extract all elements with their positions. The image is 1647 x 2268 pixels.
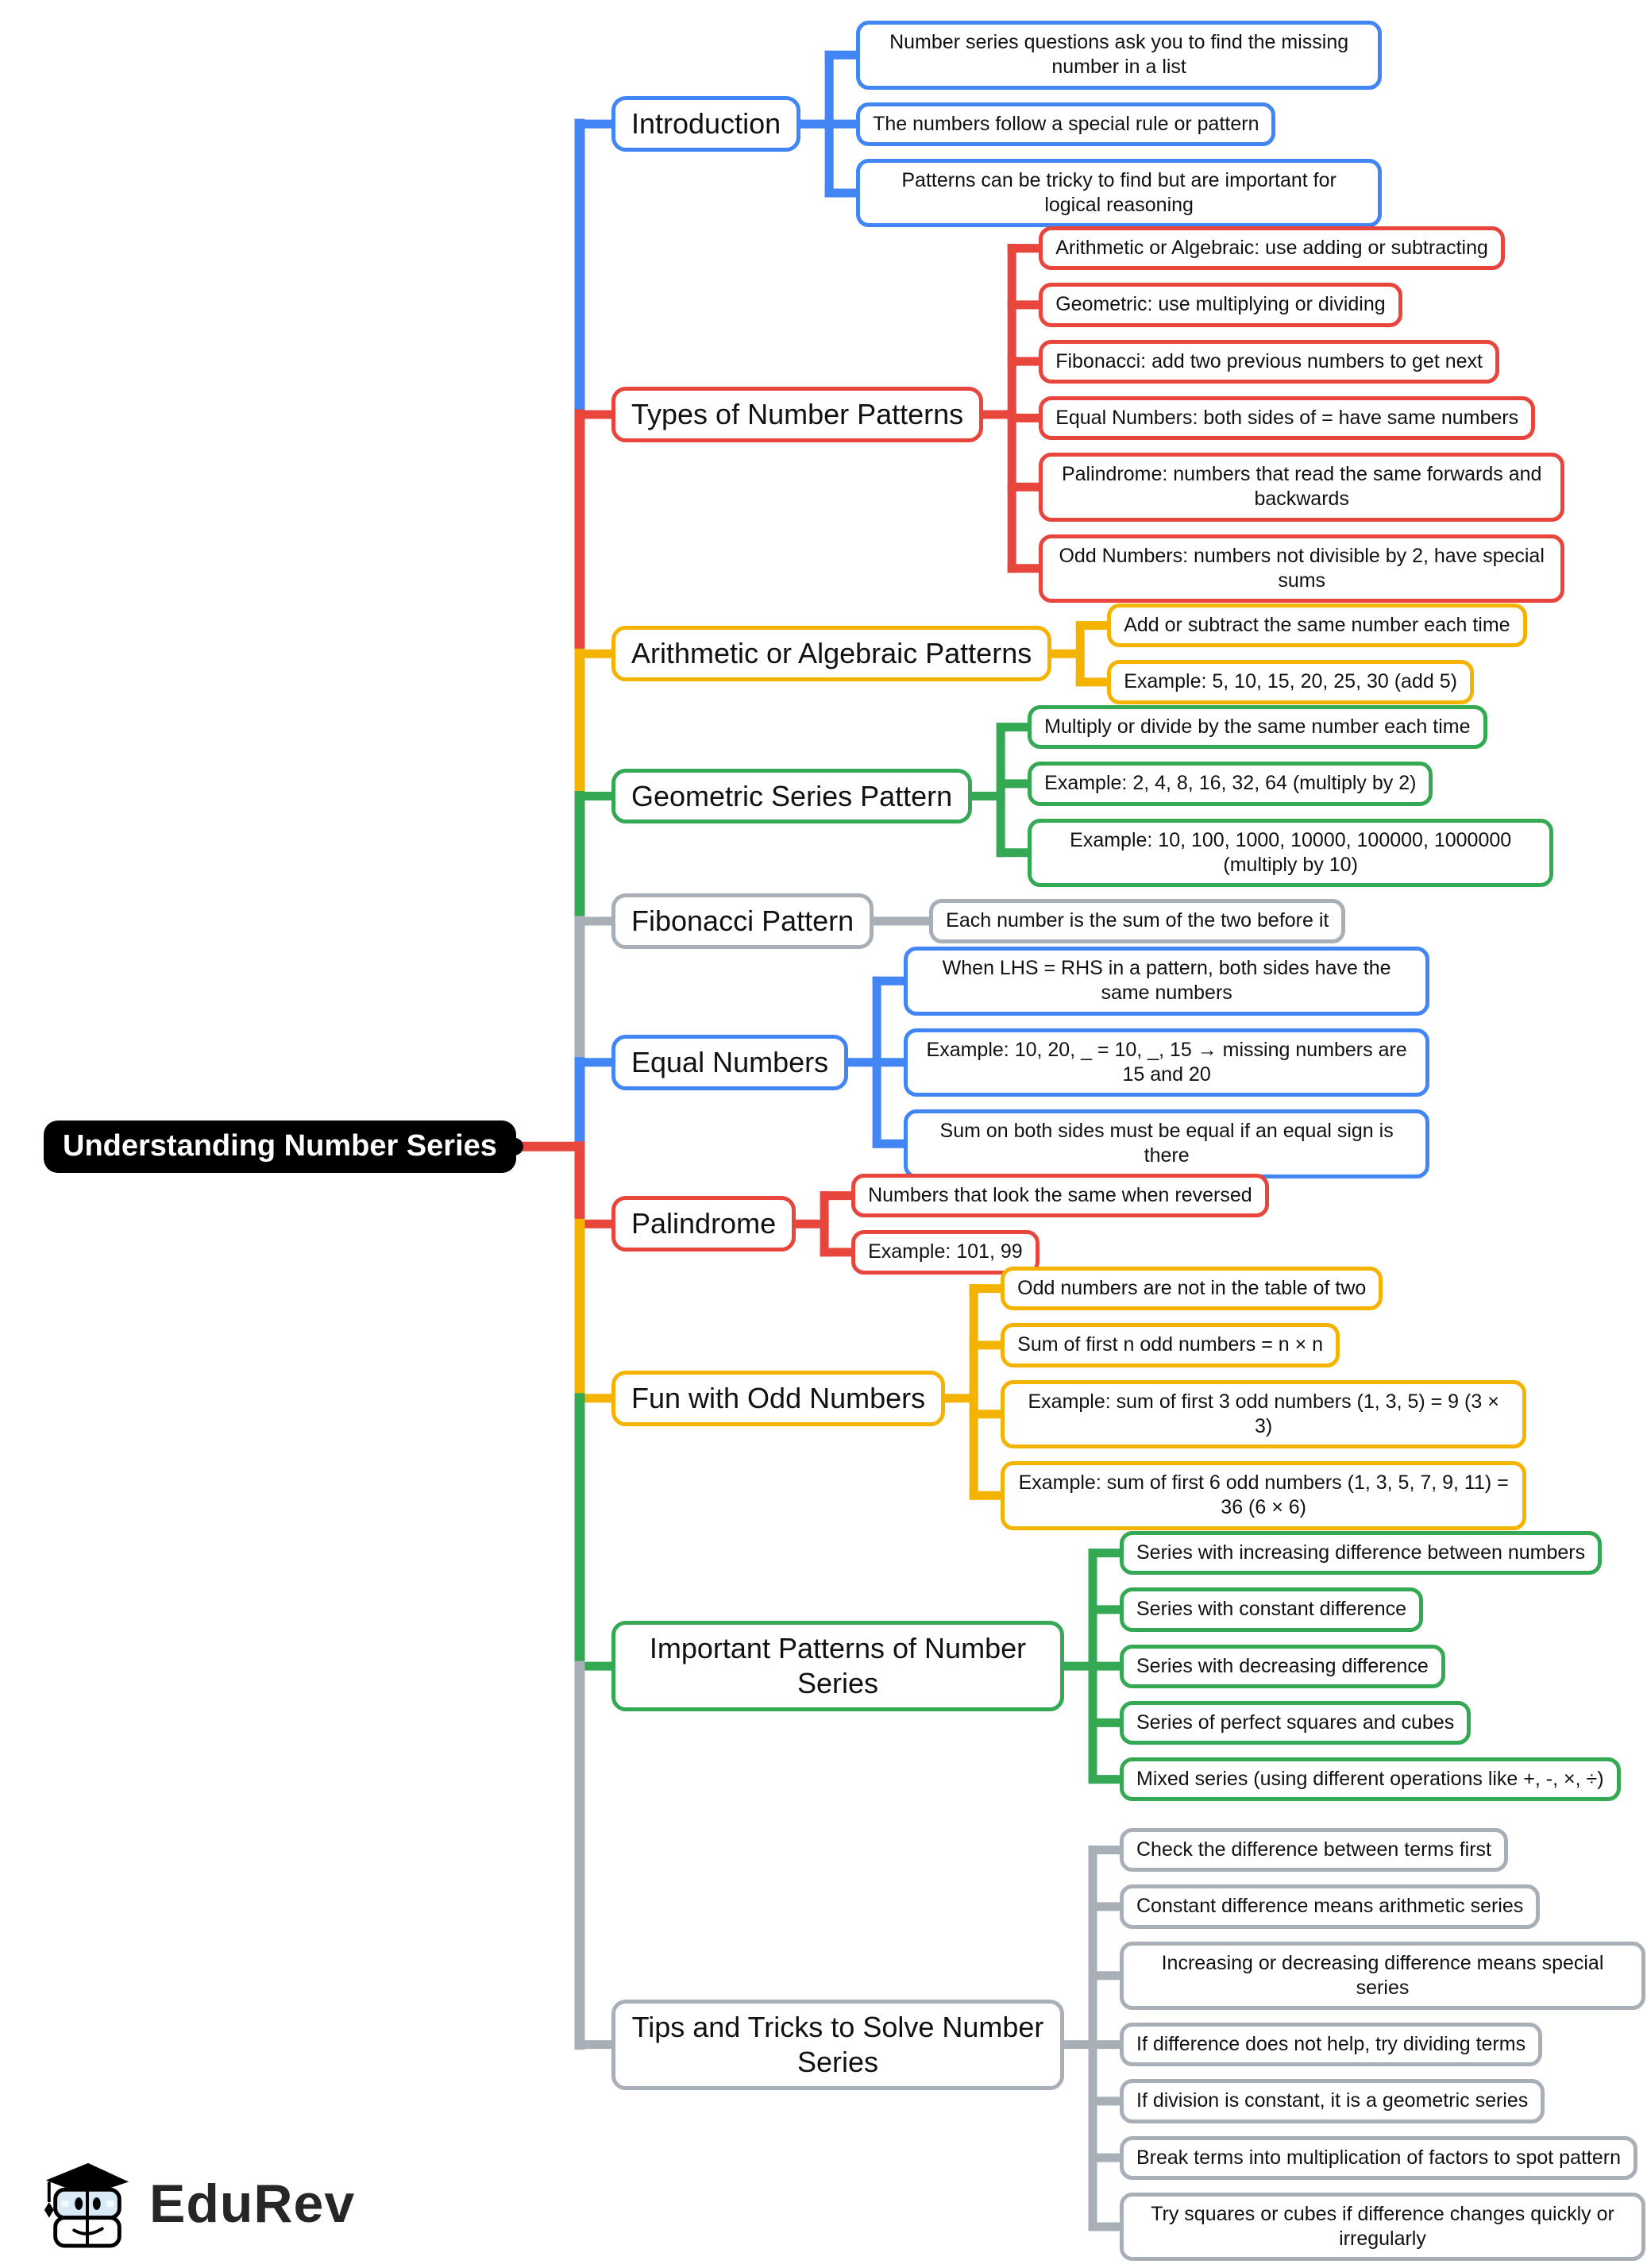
mindmap-node: Constant difference means arithmetic series	[1120, 1884, 1540, 1928]
branch-children	[1120, 1828, 1645, 2261]
mindmap-node: Mixed series (using different operations like +, -, ×, ÷)	[1120, 1757, 1621, 1801]
branch-geometric-series-pattern	[611, 705, 1553, 887]
branch-types-of-number-patterns	[611, 226, 1564, 603]
edurev-mascot-icon	[40, 2157, 133, 2251]
mindmap-node: Example: sum of first 3 odd numbers (1, 3, 5) = 9 (3 × 3)	[1001, 1380, 1526, 1449]
mindmap-node: Patterns can be tricky to find but are important for logical reasoning	[856, 159, 1382, 228]
mindmap-node: Odd numbers are not in the table of two	[1001, 1267, 1383, 1310]
mindmap-node: If difference does not help, try dividing terms	[1120, 2023, 1542, 2066]
mindmap-node: When LHS = RHS in a pattern, both sides have the same numbers	[904, 947, 1429, 1016]
mindmap-node: Example: 101, 99	[851, 1230, 1040, 1274]
mindmap-node: Sum of first n odd numbers = n × n	[1001, 1323, 1340, 1367]
mindmap-node: The numbers follow a special rule or pattern	[856, 102, 1275, 146]
mindmap-node: Geometric: use multiplying or dividing	[1039, 283, 1402, 326]
edurev-logo	[40, 2157, 355, 2251]
mindmap-node: Example: 10, 20, _ = 10, _, 15 → missing numbers are 15 and 20	[904, 1028, 1429, 1097]
mindmap-node: Break terms into multiplication of factors to spot pattern	[1120, 2136, 1637, 2180]
mindmap-node: Multiply or divide by the same number each time	[1028, 705, 1487, 749]
branch-fibonacci-pattern	[611, 893, 1345, 949]
mindmap-node: Example: 2, 4, 8, 16, 32, 64 (multiply by 2)	[1028, 762, 1433, 805]
mindmap-node: Fibonacci: add two previous numbers to get next	[1039, 340, 1499, 384]
mindmap-node: Example: 5, 10, 15, 20, 25, 30 (add 5)	[1107, 660, 1474, 704]
branch-children	[851, 1174, 1269, 1275]
branch-label: Geometric Series Pattern	[611, 769, 972, 824]
mindmap-node: Add or subtract the same number each time	[1107, 604, 1526, 647]
mindmap-node: Series with decreasing difference	[1120, 1645, 1445, 1688]
branch-equal-numbers	[611, 947, 1429, 1178]
mindmap-node: Series with constant difference	[1120, 1587, 1423, 1631]
mindmap-node: Try squares or cubes if difference changes quickly or irregularly	[1120, 2193, 1645, 2262]
branch-children	[1001, 1267, 1526, 1530]
mindmap-node: Arithmetic or Algebraic: use adding or subtracting	[1039, 226, 1505, 270]
mindmap-node: Numbers that look the same when reversed	[851, 1174, 1269, 1217]
edurev-logo-text: EduRev	[149, 2174, 356, 2234]
mindmap-node: Check the difference between terms first	[1120, 1828, 1508, 1872]
mindmap-node: Palindrome: numbers that read the same forwards and backwards	[1039, 453, 1564, 522]
mindmap-node: Equal Numbers: both sides of = have same numbers	[1039, 396, 1535, 440]
mindmap-node: Each number is the sum of the two before it	[929, 899, 1345, 943]
branch-children	[1039, 226, 1564, 603]
branch-children	[1107, 604, 1526, 704]
branch-label: Arithmetic or Algebraic Patterns	[611, 626, 1051, 681]
branch-children	[904, 947, 1429, 1178]
mindmap-node: If division is constant, it is a geometric series	[1120, 2079, 1545, 2123]
mindmap-node: Sum on both sides must be equal if an equal sign is there	[904, 1109, 1429, 1178]
branch-children	[856, 21, 1382, 227]
branch-label: Introduction	[611, 96, 800, 152]
central-topic: Understanding Number Series	[44, 1120, 516, 1173]
mindmap-node: Example: 10, 100, 1000, 10000, 100000, 1000000 (multiply by 10)	[1028, 819, 1553, 888]
branch-fun-with-odd-numbers	[611, 1267, 1526, 1530]
branch-introduction	[611, 21, 1382, 227]
branch-label: Fun with Odd Numbers	[611, 1371, 945, 1426]
branch-children	[1028, 705, 1553, 887]
mindmap-node: Series of perfect squares and cubes	[1120, 1701, 1471, 1745]
mindmap-node: Odd Numbers: numbers not divisible by 2, have special sums	[1039, 534, 1564, 604]
branch-arithmetic-or-algebraic-patterns	[611, 604, 1527, 704]
branch-tips-and-tricks	[611, 1828, 1645, 2261]
branch-label: Types of Number Patterns	[611, 387, 983, 442]
branch-children	[1120, 1531, 1621, 1801]
mindmap-node: Example: sum of first 6 odd numbers (1, 3, 5, 7, 9, 11) = 36 (6 × 6)	[1001, 1461, 1526, 1530]
branch-palindrome	[611, 1174, 1269, 1275]
mindmap-node: Number series questions ask you to find the missing number in a list	[856, 21, 1382, 90]
branch-label: Tips and Tricks to Solve Number Series	[611, 2000, 1064, 2090]
branch-label: Important Patterns of Number Series	[611, 1621, 1064, 1711]
branch-label: Palindrome	[611, 1196, 796, 1252]
branch-important-patterns-of-number-series	[611, 1531, 1621, 1801]
branch-label: Fibonacci Pattern	[611, 893, 874, 949]
branch-label: Equal Numbers	[611, 1035, 848, 1090]
branch-children	[929, 899, 1345, 943]
mindmap-node: Increasing or decreasing difference means special series	[1120, 1942, 1645, 2011]
mindmap-node: Series with increasing difference between numbers	[1120, 1531, 1602, 1575]
